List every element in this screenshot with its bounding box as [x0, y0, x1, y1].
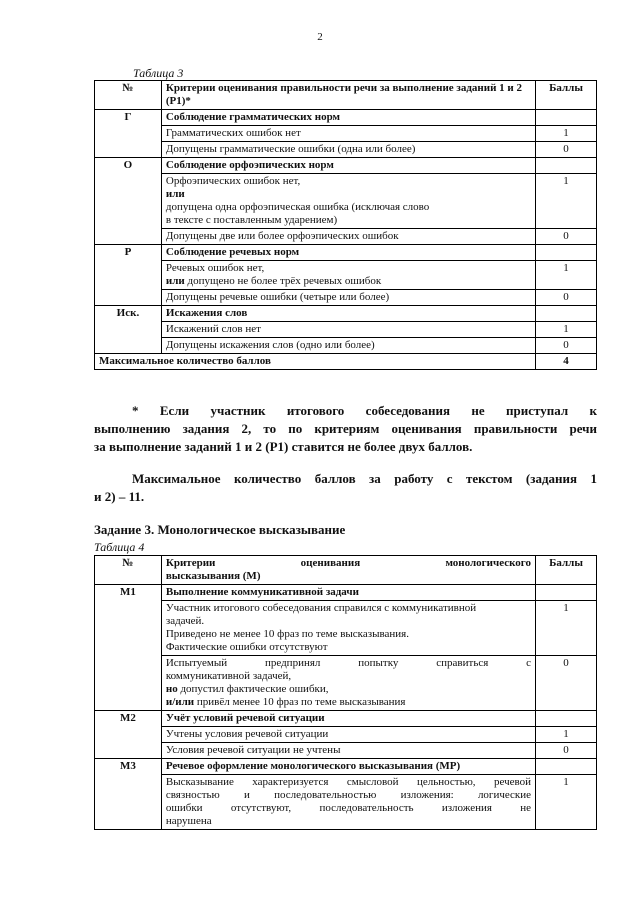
note-paragraph: * Если участник итогового собеседования не приступал к выполнению задания 2, то по критериям оценивания правильности речи за выполнение заданий 1 и 2 (Р1) ставится не более двух баллов. [94, 403, 597, 454]
score-cell: 0 [536, 142, 597, 158]
criterion-row-text: Орфоэпических ошибок нет, или допущена одна орфоэпическая ошибка (исключая слово в тексте с поставленным ударением) [161, 174, 535, 229]
criterion-title: Соблюдение речевых норм [161, 245, 535, 261]
criterion-title: Соблюдение орфоэпических норм [161, 158, 535, 174]
max-score-paragraph: Максимальное количество баллов за работу с текстом (задания 1 и 2) – 11. [94, 471, 597, 504]
criterion-row-text: Допущены грамматические ошибки (одна или более) [161, 142, 535, 158]
table3-head-criteria: Критерии оценивания правильности речи за выполнение заданий 1 и 2 (Р1)* [161, 81, 535, 110]
criterion-row-text: Условия речевой ситуации не учтены [161, 743, 535, 759]
score-cell: 0 [536, 290, 597, 306]
score-cell [536, 585, 597, 601]
criterion-code: М1 [95, 585, 162, 711]
criterion-row-text: Грамматических ошибок нет [161, 126, 535, 142]
criterion-code: Иск. [95, 306, 162, 354]
criterion-title: Учёт условий речевой ситуации [161, 711, 535, 727]
criterion-row-text: Допущены искажения слов (одно или более) [161, 338, 535, 354]
criterion-title: Выполнение коммуникативной задачи [161, 585, 535, 601]
score-cell [536, 711, 597, 727]
criterion-row-text: Допущены две или более орфоэпических ошибок [161, 229, 535, 245]
table3 [94, 80, 597, 370]
table4-caption: Таблица 4 [94, 540, 145, 554]
criterion-code: Г [95, 110, 162, 158]
criterion-title: Искажения слов [161, 306, 535, 322]
criterion-title: Соблюдение грамматических норм [161, 110, 535, 126]
total-score: 4 [536, 354, 597, 370]
score-cell [536, 158, 597, 174]
task3-title: Задание 3. Монологическое высказывание [94, 522, 346, 537]
criterion-title: Речевое оформление монологического высказывания (МР) [161, 759, 535, 775]
score-cell: 1 [536, 727, 597, 743]
table4-head-score: Баллы [536, 556, 597, 585]
criterion-code: М3 [95, 759, 162, 830]
table3-caption: Таблица 3 [133, 66, 184, 80]
criterion-code: О [95, 158, 162, 245]
criterion-code: Р [95, 245, 162, 306]
table4-head-criteria: Критерии оценивания монологического высказывания (М) [161, 556, 535, 585]
score-cell [536, 306, 597, 322]
score-cell [536, 245, 597, 261]
table4 [94, 555, 597, 830]
score-cell: 0 [536, 743, 597, 759]
score-cell: 1 [536, 174, 597, 229]
table4-head-num: № [95, 556, 162, 585]
score-cell: 0 [536, 656, 597, 711]
score-cell: 1 [536, 261, 597, 290]
score-cell [536, 110, 597, 126]
criterion-row-text: Искажений слов нет [161, 322, 535, 338]
score-cell [536, 759, 597, 775]
criterion-row-text: Учтены условия речевой ситуации [161, 727, 535, 743]
criterion-row-text: Речевых ошибок нет, или допущено не более трёх речевых ошибок [161, 261, 535, 290]
score-cell: 1 [536, 601, 597, 656]
score-cell: 0 [536, 229, 597, 245]
score-cell: 1 [536, 775, 597, 830]
page-number: 2 [317, 31, 323, 43]
score-cell: 1 [536, 322, 597, 338]
table3-head-score: Баллы [536, 81, 597, 110]
criterion-row-text: Испытуемый предпринял попытку справиться с коммуникативной задачей, но допустил фактические ошибки, и/или привёл менее 10 фраз по теме высказывания [161, 656, 535, 711]
criterion-row-text: Высказывание характеризуется смысловой цельностью, речевой связностью и последовательностью изложения: логические ошибки отсутствуют, последовательность изложения не нарушена [161, 775, 535, 830]
criterion-row-text: Допущены речевые ошибки (четыре или более) [161, 290, 535, 306]
criterion-row-text: Участник итогового собеседования справился с коммуникативной задачей. Приведено не менее 10 фраз по теме высказывания. Фактические ошибки отсутствуют [161, 601, 535, 656]
criterion-code: М2 [95, 711, 162, 759]
score-cell: 0 [536, 338, 597, 354]
total-label: Максимальное количество баллов [95, 354, 536, 370]
score-cell: 1 [536, 126, 597, 142]
table3-head-num: № [95, 81, 162, 110]
